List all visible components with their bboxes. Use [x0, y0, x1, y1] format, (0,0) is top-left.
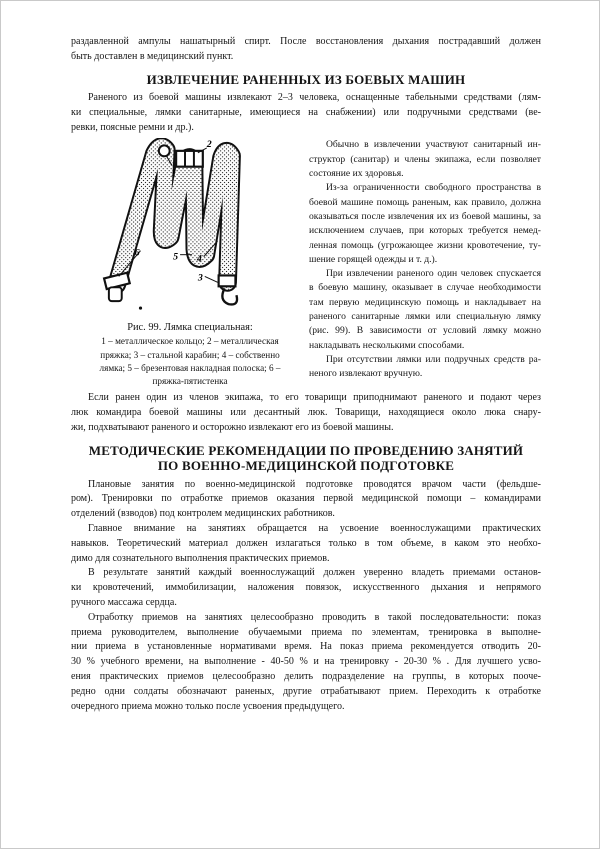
text-line: раненого санитарные лямки или специальную лямку [309, 311, 541, 323]
text-line: шение горящей одежды и т. д.). [309, 253, 438, 265]
text-line: лямка; 5 – брезентовая накладная полоска; 6 – [99, 362, 281, 373]
paragraph-manual-extraction [309, 353, 541, 382]
five-bar-buckle [104, 273, 130, 301]
section2-heading-line2: ПО ВОЕННО-МЕДИЦИНСКОЙ ПОДГОТОВКЕ [157, 458, 455, 474]
figure-label-2: 2 [206, 139, 212, 151]
figure-caption-legend [71, 335, 309, 388]
metal-ring [159, 146, 170, 157]
figure-99 [71, 138, 309, 319]
figure-label-3: 3 [197, 272, 203, 284]
text-line: неного извлекают вручную. [309, 368, 423, 380]
text-line: структор (санитар) и члены экипажа, если позволяет [309, 153, 541, 165]
text-line: нии приема в установленные нормативами время. На показ приема рекомендуется отводить 20- [71, 641, 541, 653]
paragraph-extraction-intro [71, 91, 541, 135]
text-line: 30 % учебного времени, на выполнение - 40-50 % и на тренировку - 20-30 % . Для лучшего усво- [71, 656, 541, 668]
paragraph-intro-continuation [71, 35, 541, 65]
figure-label-6: 6 [134, 248, 140, 260]
text-line: Отработку приемов на занятиях целесообразно проводить в такой последовательности: показ [88, 611, 541, 623]
text-line: Из-за ограниченности свободного пространства в [326, 182, 541, 194]
text-line: Главное внимание на занятиях обращается на усвоение военнослужащими практических [88, 523, 541, 535]
text-line: ручного массажа сердца. [71, 597, 177, 609]
text-line: (рис. 99). В зависимости от условий лямку можно [309, 325, 541, 337]
text-line: Обычно в извлечении участвуют санитарный ин- [326, 139, 541, 151]
text-line: жи, подхватывают раненого и осторожно извлекают его из боевой машины. [71, 421, 394, 433]
text-line: люк командира боевой машины или десантный люк. Товарищи, находящиеся около люка снару- [71, 407, 541, 419]
text-line: накладывать несколькими способами. [309, 339, 465, 351]
paragraph-limited-space [309, 181, 541, 267]
text-line: При извлечении раненого один человек спускается [326, 268, 541, 280]
text-line: раздавленной ампулы нашатырный спирт. После восстановления дыхания пострадавший должен [71, 36, 541, 47]
text-line: ки специальные, лямки санитарные, имеющиеся на снабжении) или подручными средствами (ве- [71, 106, 541, 118]
text-line: быть доставлен в медицинский пункт. [71, 50, 234, 62]
figure-label-5: 5 [173, 252, 179, 264]
text-line: там первую медицинскую помощь и накладывает на [309, 296, 541, 308]
figure-text-region [71, 138, 541, 388]
paragraph-participants [309, 138, 541, 181]
text-line: 1 – металлическое кольцо; 2 – металлическая [101, 336, 279, 347]
text-line: ки кровотечений, иммобилизации, наложения повязок, искусственного дыхания и непрямого [71, 582, 541, 594]
text-line: При отсутствии лямки или подручных средств ра- [326, 353, 541, 365]
text-line: приема руководителем, выполнение обучаемыми приема по элементам, тренировка в выполне- [71, 626, 541, 638]
text-line: пряжка-пятистенка [152, 376, 228, 387]
paragraph-strap-use [309, 267, 541, 353]
text-line: навыков. Теоретический материал должен излагаться только в том объеме, в каком это необхо- [71, 537, 541, 549]
text-line: пряжка; 3 – стальной карабин; 4 – собственно [100, 349, 280, 360]
metal-buckle [176, 151, 203, 167]
text-line: ром). Тренировки по отработке приемов оказания первой медицинской помощи – командирами [71, 493, 541, 505]
figure-caption-title: Рис. 99. Лямка специальная: [127, 322, 253, 334]
text-line: Плановые занятия по военно-медицинской подготовке проводятся врачом части (фельдше- [88, 478, 541, 490]
text-line: редно одни солдаты обозначают раненых, другие отрабатывают прием. Переходить к отработке [71, 685, 541, 697]
paragraph-planned-lessons [71, 478, 541, 522]
paragraph-lesson-results [71, 566, 541, 610]
strap-illustration [77, 138, 295, 314]
text-line: Если ранен один из членов экипажа, то его товарищи приподнимают раненого и подают через [88, 392, 541, 404]
text-line: Раненого из боевой машины извлекают 2–3 человека, оснащенные табельными средствами (лям- [88, 92, 541, 104]
text-line: исключением случаев, при которых требуется немед- [309, 225, 541, 237]
paragraph-crew-member-wounded [71, 391, 541, 435]
text-line: боевой машине помощь раненым, как правило, должна [309, 196, 541, 208]
paragraph-main-attention [71, 522, 541, 566]
text-line: в боевую машину, оказывает в случае необходимости [309, 282, 541, 294]
text-line: ленная помощь (угрожающее жизни кровотечение, ту- [309, 239, 541, 251]
figure-label-4: 4 [196, 254, 202, 266]
section2-heading-line1: МЕТОДИЧЕСКИЕ РЕКОМЕНДАЦИИ ПО ПРОВЕДЕНИЮ ЗАНЯТИЙ [88, 442, 524, 458]
text-line: ения практических приемов целесообразно делить подразделение на группы, в которых пооче- [71, 671, 541, 683]
text-line: димо для сознательного выполнения практических приемов. [71, 552, 330, 564]
text-line: отделений (взводов) под контролем медицинских работников. [71, 508, 335, 520]
page-content [1, 1, 600, 714]
text-line: ревки, поясные ремни и др.). [71, 121, 194, 133]
text-line: оказываться после извлечения их из боевой машины, за [309, 210, 541, 222]
figure-column [71, 138, 309, 388]
text-line: В результате занятий каждый военнослужащий должен уверенно владеть приемами останов- [88, 567, 541, 579]
text-line: состояние их здоровья. [309, 168, 404, 180]
paragraph-training-sequence [71, 611, 541, 715]
section1-heading: ИЗВЛЕЧЕНИЕ РАНЕННЫХ ИЗ БОЕВЫХ МАШИН [146, 71, 466, 87]
text-column [309, 138, 541, 388]
stray-dot [139, 307, 142, 310]
figure-label-1: 1 [171, 168, 177, 180]
figure-caption [71, 321, 309, 388]
section2-heading [71, 443, 541, 474]
text-line: очередного приема можно только после усвоения предыдущего. [71, 700, 345, 712]
